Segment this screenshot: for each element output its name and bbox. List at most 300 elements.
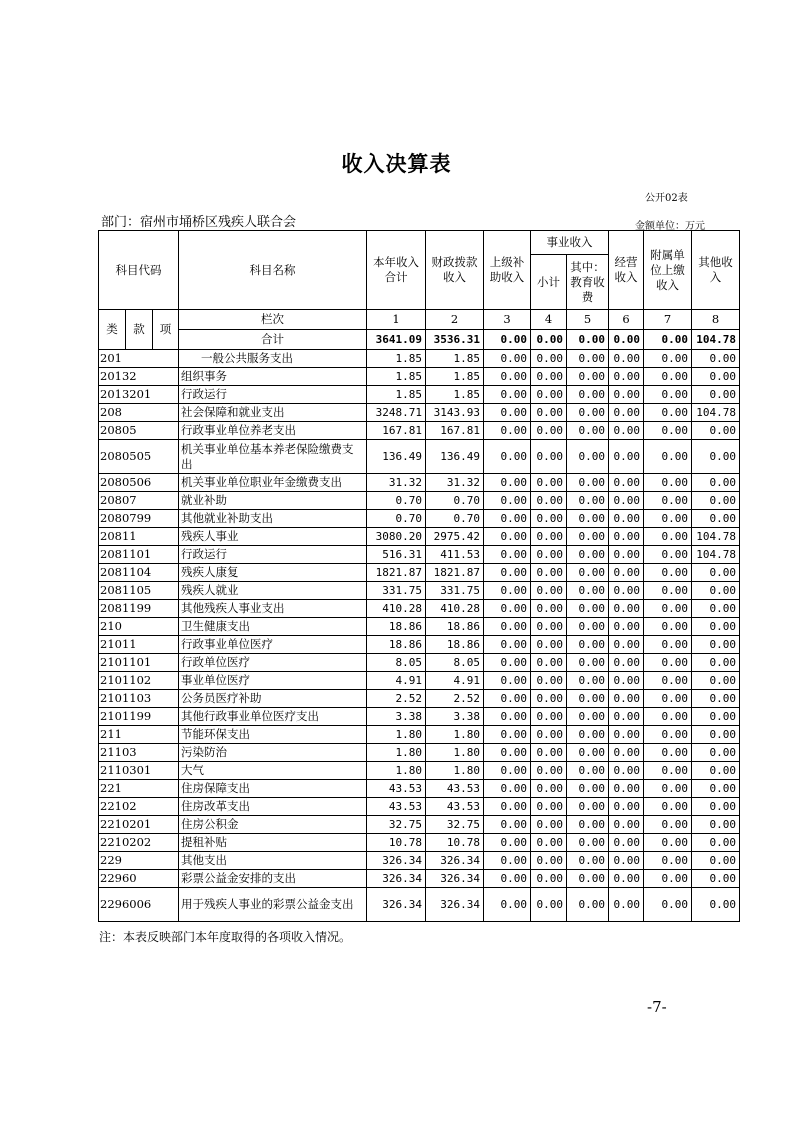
row-value: 0.00 xyxy=(644,564,692,582)
row-value: 0.00 xyxy=(531,386,567,404)
page-title: 收入决算表 xyxy=(341,151,452,176)
row-value: 0.00 xyxy=(692,888,740,922)
row-value: 0.00 xyxy=(567,582,609,600)
table-row xyxy=(99,404,740,422)
row-value: 0.00 xyxy=(644,404,692,422)
row-value: 0.00 xyxy=(692,368,740,386)
row-value: 136.49 xyxy=(426,440,484,474)
row-value: 331.75 xyxy=(367,582,426,600)
row-value: 0.00 xyxy=(531,852,567,870)
row-value: 0.00 xyxy=(644,350,692,368)
row-value: 3143.93 xyxy=(426,404,484,422)
row-value: 0.00 xyxy=(692,690,740,708)
row-value: 0.00 xyxy=(644,708,692,726)
row-value: 0.00 xyxy=(484,654,531,672)
row-value: 0.00 xyxy=(484,744,531,762)
col-num-8: 8 xyxy=(692,310,740,330)
table-row xyxy=(99,672,740,690)
row-value: 0.00 xyxy=(609,726,644,744)
table-row xyxy=(99,870,740,888)
row-value: 0.00 xyxy=(567,546,609,564)
row-value: 0.00 xyxy=(692,422,740,440)
row-value: 0.00 xyxy=(567,744,609,762)
row-value: 31.32 xyxy=(426,474,484,492)
row-value: 0.00 xyxy=(609,350,644,368)
table-row xyxy=(99,474,740,492)
header-kuan: 款 xyxy=(126,310,153,350)
header-lei: 类 xyxy=(99,310,126,350)
row-value: 0.00 xyxy=(644,870,692,888)
row-value: 0.00 xyxy=(531,636,567,654)
table-row xyxy=(99,582,740,600)
total-value: 0.00 xyxy=(609,330,644,350)
table-row xyxy=(99,546,740,564)
col-num-6: 6 xyxy=(609,310,644,330)
income-table xyxy=(98,230,740,922)
row-value: 0.00 xyxy=(609,422,644,440)
table-row xyxy=(99,636,740,654)
row-value: 0.00 xyxy=(531,726,567,744)
row-value: 104.78 xyxy=(692,404,740,422)
row-name: 一般公共服务支出 xyxy=(179,350,367,368)
row-value: 0.00 xyxy=(644,852,692,870)
row-value: 0.00 xyxy=(692,816,740,834)
row-value: 0.00 xyxy=(531,834,567,852)
row-value: 0.00 xyxy=(484,422,531,440)
row-name: 事业单位医疗 xyxy=(179,672,367,690)
department-label: 部门：宿州市埇桥区残疾人联合会 xyxy=(101,215,297,230)
row-value: 0.00 xyxy=(692,762,740,780)
row-name: 残疾人康复 xyxy=(179,564,367,582)
row-value: 0.00 xyxy=(692,474,740,492)
row-value: 0.00 xyxy=(692,870,740,888)
row-code: 20805 xyxy=(99,422,179,440)
row-value: 0.00 xyxy=(531,546,567,564)
row-value: 1.85 xyxy=(426,350,484,368)
row-name: 行政事业单位养老支出 xyxy=(179,422,367,440)
row-value: 2975.42 xyxy=(426,528,484,546)
row-value: 0.00 xyxy=(567,492,609,510)
col-num-2: 2 xyxy=(426,310,484,330)
row-value: 0.00 xyxy=(609,888,644,922)
row-value: 0.00 xyxy=(484,600,531,618)
row-name: 彩票公益金安排的支出 xyxy=(179,870,367,888)
row-value: 1.80 xyxy=(426,762,484,780)
row-value: 0.00 xyxy=(531,654,567,672)
row-value: 0.00 xyxy=(692,492,740,510)
row-name: 残疾人事业 xyxy=(179,528,367,546)
row-value: 0.00 xyxy=(484,564,531,582)
row-code: 2101199 xyxy=(99,708,179,726)
row-name: 其他残疾人事业支出 xyxy=(179,600,367,618)
row-name: 其他就业补助支出 xyxy=(179,510,367,528)
header-lanci: 栏次 xyxy=(179,310,367,330)
col-num-7: 7 xyxy=(644,310,692,330)
total-row xyxy=(99,330,740,350)
row-value: 0.00 xyxy=(609,762,644,780)
row-code: 201 xyxy=(99,350,179,368)
table-row xyxy=(99,528,740,546)
row-code: 2210202 xyxy=(99,834,179,852)
row-value: 326.34 xyxy=(367,870,426,888)
table-row xyxy=(99,350,740,368)
row-name: 公务员医疗补助 xyxy=(179,690,367,708)
row-value: 0.00 xyxy=(484,510,531,528)
row-value: 0.00 xyxy=(567,762,609,780)
header-education: 其中：教育收费 xyxy=(567,255,609,310)
row-name: 用于残疾人事业的彩票公益金支出 xyxy=(179,888,367,922)
row-value: 0.00 xyxy=(644,744,692,762)
row-value: 0.00 xyxy=(644,816,692,834)
row-value: 0.00 xyxy=(567,780,609,798)
row-value: 0.00 xyxy=(644,780,692,798)
row-value: 0.00 xyxy=(692,564,740,582)
row-value: 104.78 xyxy=(692,528,740,546)
table-row xyxy=(99,726,740,744)
row-value: 0.00 xyxy=(484,762,531,780)
row-value: 0.00 xyxy=(609,852,644,870)
row-name: 行政运行 xyxy=(179,546,367,564)
row-value: 411.53 xyxy=(426,546,484,564)
row-value: 0.00 xyxy=(692,618,740,636)
table-row xyxy=(99,600,740,618)
row-value: 0.00 xyxy=(692,672,740,690)
row-value: 0.00 xyxy=(609,528,644,546)
row-code: 22960 xyxy=(99,870,179,888)
row-value: 4.91 xyxy=(426,672,484,690)
row-value: 0.00 xyxy=(484,798,531,816)
row-name: 卫生健康支出 xyxy=(179,618,367,636)
row-value: 136.49 xyxy=(367,440,426,474)
table-row xyxy=(99,690,740,708)
row-value: 18.86 xyxy=(426,618,484,636)
row-value: 0.00 xyxy=(567,386,609,404)
row-value: 1.80 xyxy=(426,726,484,744)
total-value: 3641.09 xyxy=(367,330,426,350)
row-value: 0.00 xyxy=(531,798,567,816)
row-name: 行政运行 xyxy=(179,386,367,404)
row-value: 0.00 xyxy=(531,474,567,492)
table-row xyxy=(99,708,740,726)
row-code: 2013201 xyxy=(99,386,179,404)
row-value: 0.00 xyxy=(644,834,692,852)
row-code: 2101102 xyxy=(99,672,179,690)
row-value: 0.00 xyxy=(692,834,740,852)
row-value: 43.53 xyxy=(367,780,426,798)
row-value: 0.00 xyxy=(531,690,567,708)
row-name: 提租补贴 xyxy=(179,834,367,852)
row-value: 0.00 xyxy=(692,780,740,798)
row-value: 0.00 xyxy=(644,546,692,564)
row-value: 0.00 xyxy=(531,870,567,888)
table-row xyxy=(99,888,740,922)
row-value: 0.00 xyxy=(609,386,644,404)
row-value: 0.00 xyxy=(644,600,692,618)
row-name: 残疾人就业 xyxy=(179,582,367,600)
row-value: 0.00 xyxy=(484,870,531,888)
row-code: 221 xyxy=(99,780,179,798)
row-value: 0.00 xyxy=(484,368,531,386)
row-value: 0.00 xyxy=(609,798,644,816)
header-total-income: 本年收入合计 xyxy=(367,231,426,310)
row-value: 0.00 xyxy=(567,510,609,528)
table-note: 注：本表反映部门本年度取得的各项收入情况。 xyxy=(99,930,352,944)
total-value: 0.00 xyxy=(484,330,531,350)
row-value: 0.00 xyxy=(644,386,692,404)
row-value: 0.00 xyxy=(609,744,644,762)
row-value: 167.81 xyxy=(426,422,484,440)
row-value: 0.00 xyxy=(609,582,644,600)
row-code: 20132 xyxy=(99,368,179,386)
row-value: 0.00 xyxy=(567,564,609,582)
row-code: 2080799 xyxy=(99,510,179,528)
row-value: 32.75 xyxy=(426,816,484,834)
row-value: 0.00 xyxy=(567,440,609,474)
row-value: 0.00 xyxy=(609,474,644,492)
row-value: 0.00 xyxy=(484,492,531,510)
row-value: 0.00 xyxy=(531,762,567,780)
col-num-4: 4 xyxy=(531,310,567,330)
row-value: 0.00 xyxy=(644,528,692,546)
row-value: 0.00 xyxy=(484,672,531,690)
row-value: 0.00 xyxy=(609,672,644,690)
row-value: 0.00 xyxy=(531,492,567,510)
row-code: 20811 xyxy=(99,528,179,546)
row-value: 0.00 xyxy=(484,618,531,636)
row-value: 410.28 xyxy=(426,600,484,618)
row-code: 2081101 xyxy=(99,546,179,564)
row-value: 2.52 xyxy=(426,690,484,708)
table-row xyxy=(99,798,740,816)
row-value: 0.00 xyxy=(609,870,644,888)
row-value: 0.70 xyxy=(367,510,426,528)
row-value: 0.00 xyxy=(484,386,531,404)
row-name: 住房保障支出 xyxy=(179,780,367,798)
row-value: 0.00 xyxy=(531,708,567,726)
table-row xyxy=(99,422,740,440)
row-name: 节能环保支出 xyxy=(179,726,367,744)
row-value: 0.00 xyxy=(484,780,531,798)
row-value: 0.00 xyxy=(692,708,740,726)
row-value: 516.31 xyxy=(367,546,426,564)
row-value: 0.00 xyxy=(692,726,740,744)
row-value: 1.85 xyxy=(426,368,484,386)
row-value: 0.00 xyxy=(531,816,567,834)
row-value: 0.00 xyxy=(567,422,609,440)
row-value: 104.78 xyxy=(692,546,740,564)
amount-unit: 金额单位：万元 xyxy=(635,221,705,232)
row-value: 1.80 xyxy=(426,744,484,762)
row-code: 20807 xyxy=(99,492,179,510)
row-value: 0.00 xyxy=(531,510,567,528)
row-name: 大气 xyxy=(179,762,367,780)
header-affiliated: 附属单位上缴收入 xyxy=(644,231,692,310)
row-value: 0.00 xyxy=(531,618,567,636)
row-value: 0.00 xyxy=(484,834,531,852)
row-value: 1.80 xyxy=(367,726,426,744)
row-value: 4.91 xyxy=(367,672,426,690)
row-value: 0.00 xyxy=(692,798,740,816)
row-value: 43.53 xyxy=(426,798,484,816)
row-value: 0.00 xyxy=(567,708,609,726)
total-value: 104.78 xyxy=(692,330,740,350)
row-code: 2080505 xyxy=(99,440,179,474)
row-value: 0.00 xyxy=(531,368,567,386)
row-value: 0.00 xyxy=(567,690,609,708)
row-value: 0.70 xyxy=(426,492,484,510)
row-value: 0.00 xyxy=(692,852,740,870)
page-number: -7- xyxy=(647,998,667,1016)
row-name: 其他支出 xyxy=(179,852,367,870)
row-value: 0.00 xyxy=(484,404,531,422)
header-row-4 xyxy=(99,310,740,330)
header-subtotal: 小计 xyxy=(531,255,567,310)
row-value: 0.00 xyxy=(484,474,531,492)
row-value: 0.00 xyxy=(644,582,692,600)
row-value: 0.00 xyxy=(484,726,531,744)
row-value: 0.00 xyxy=(567,672,609,690)
row-name: 社会保障和就业支出 xyxy=(179,404,367,422)
row-value: 0.00 xyxy=(609,546,644,564)
header-row-1 xyxy=(99,231,740,255)
row-value: 0.00 xyxy=(484,852,531,870)
table-row xyxy=(99,834,740,852)
row-value: 0.00 xyxy=(567,618,609,636)
row-value: 0.00 xyxy=(531,564,567,582)
row-value: 18.86 xyxy=(367,636,426,654)
row-value: 0.00 xyxy=(609,492,644,510)
row-value: 31.32 xyxy=(367,474,426,492)
total-value: 0.00 xyxy=(644,330,692,350)
row-value: 43.53 xyxy=(367,798,426,816)
row-value: 0.00 xyxy=(531,528,567,546)
table-row xyxy=(99,744,740,762)
table-row xyxy=(99,368,740,386)
row-value: 0.70 xyxy=(367,492,426,510)
row-value: 0.00 xyxy=(609,816,644,834)
row-value: 0.00 xyxy=(692,636,740,654)
header-fiscal: 财政拨款收入 xyxy=(426,231,484,310)
row-value: 0.00 xyxy=(567,852,609,870)
row-value: 0.00 xyxy=(692,386,740,404)
row-value: 0.00 xyxy=(567,726,609,744)
header-xiang: 项 xyxy=(153,310,179,350)
row-value: 0.00 xyxy=(644,510,692,528)
row-value: 1.85 xyxy=(367,350,426,368)
row-value: 0.00 xyxy=(567,528,609,546)
row-value: 0.00 xyxy=(567,350,609,368)
total-value: 0.00 xyxy=(531,330,567,350)
total-value: 3536.31 xyxy=(426,330,484,350)
row-value: 10.78 xyxy=(367,834,426,852)
row-value: 0.00 xyxy=(484,546,531,564)
row-value: 0.00 xyxy=(609,834,644,852)
row-value: 0.00 xyxy=(644,368,692,386)
row-value: 1.85 xyxy=(367,368,426,386)
col-num-5: 5 xyxy=(567,310,609,330)
form-number: 公开02表 xyxy=(645,193,688,204)
row-value: 326.34 xyxy=(426,888,484,922)
row-code: 2081104 xyxy=(99,564,179,582)
total-value: 0.00 xyxy=(567,330,609,350)
row-value: 0.00 xyxy=(484,816,531,834)
row-value: 0.00 xyxy=(644,798,692,816)
row-code: 2210201 xyxy=(99,816,179,834)
row-code: 21103 xyxy=(99,744,179,762)
row-value: 0.00 xyxy=(644,422,692,440)
header-career-group: 事业收入 xyxy=(531,231,609,255)
row-value: 0.00 xyxy=(644,492,692,510)
row-code: 21011 xyxy=(99,636,179,654)
row-value: 0.00 xyxy=(644,654,692,672)
row-value: 0.00 xyxy=(531,888,567,922)
header-name: 科目名称 xyxy=(179,231,367,310)
row-value: 3.38 xyxy=(426,708,484,726)
total-label: 合计 xyxy=(179,330,367,350)
row-code: 2101103 xyxy=(99,690,179,708)
row-value: 1.80 xyxy=(367,744,426,762)
row-code: 2081105 xyxy=(99,582,179,600)
row-value: 0.00 xyxy=(531,404,567,422)
row-value: 410.28 xyxy=(367,600,426,618)
row-value: 0.00 xyxy=(692,510,740,528)
row-value: 18.86 xyxy=(426,636,484,654)
row-value: 0.00 xyxy=(567,654,609,672)
row-name: 污染防治 xyxy=(179,744,367,762)
row-value: 0.00 xyxy=(484,708,531,726)
row-value: 0.00 xyxy=(644,440,692,474)
row-value: 0.00 xyxy=(567,888,609,922)
header-code-group: 科目代码 xyxy=(99,231,179,310)
row-value: 0.00 xyxy=(567,834,609,852)
row-code: 2101101 xyxy=(99,654,179,672)
row-value: 0.00 xyxy=(531,582,567,600)
row-value: 0.00 xyxy=(644,474,692,492)
row-value: 0.00 xyxy=(609,654,644,672)
row-value: 0.00 xyxy=(484,582,531,600)
row-value: 0.00 xyxy=(692,582,740,600)
row-code: 2296006 xyxy=(99,888,179,922)
row-code: 211 xyxy=(99,726,179,744)
row-value: 0.00 xyxy=(567,474,609,492)
row-value: 3080.20 xyxy=(367,528,426,546)
header-operating: 经营收入 xyxy=(609,231,644,310)
row-value: 326.34 xyxy=(426,870,484,888)
row-value: 0.00 xyxy=(644,762,692,780)
row-value: 0.00 xyxy=(609,690,644,708)
row-value: 0.00 xyxy=(609,636,644,654)
header-other: 其他收入 xyxy=(692,231,740,310)
row-value: 0.00 xyxy=(644,636,692,654)
row-value: 1821.87 xyxy=(367,564,426,582)
row-value: 0.00 xyxy=(484,528,531,546)
row-value: 18.86 xyxy=(367,618,426,636)
row-value: 0.00 xyxy=(692,350,740,368)
row-name: 住房改革支出 xyxy=(179,798,367,816)
row-value: 0.00 xyxy=(484,636,531,654)
table-row xyxy=(99,564,740,582)
row-value: 3.38 xyxy=(367,708,426,726)
row-code: 2080506 xyxy=(99,474,179,492)
col-num-1: 1 xyxy=(367,310,426,330)
row-value: 0.00 xyxy=(531,744,567,762)
row-value: 43.53 xyxy=(426,780,484,798)
row-value: 0.00 xyxy=(484,440,531,474)
header-superior: 上级补助收入 xyxy=(484,231,531,310)
row-value: 0.00 xyxy=(567,404,609,422)
col-num-3: 3 xyxy=(484,310,531,330)
row-value: 0.00 xyxy=(609,510,644,528)
